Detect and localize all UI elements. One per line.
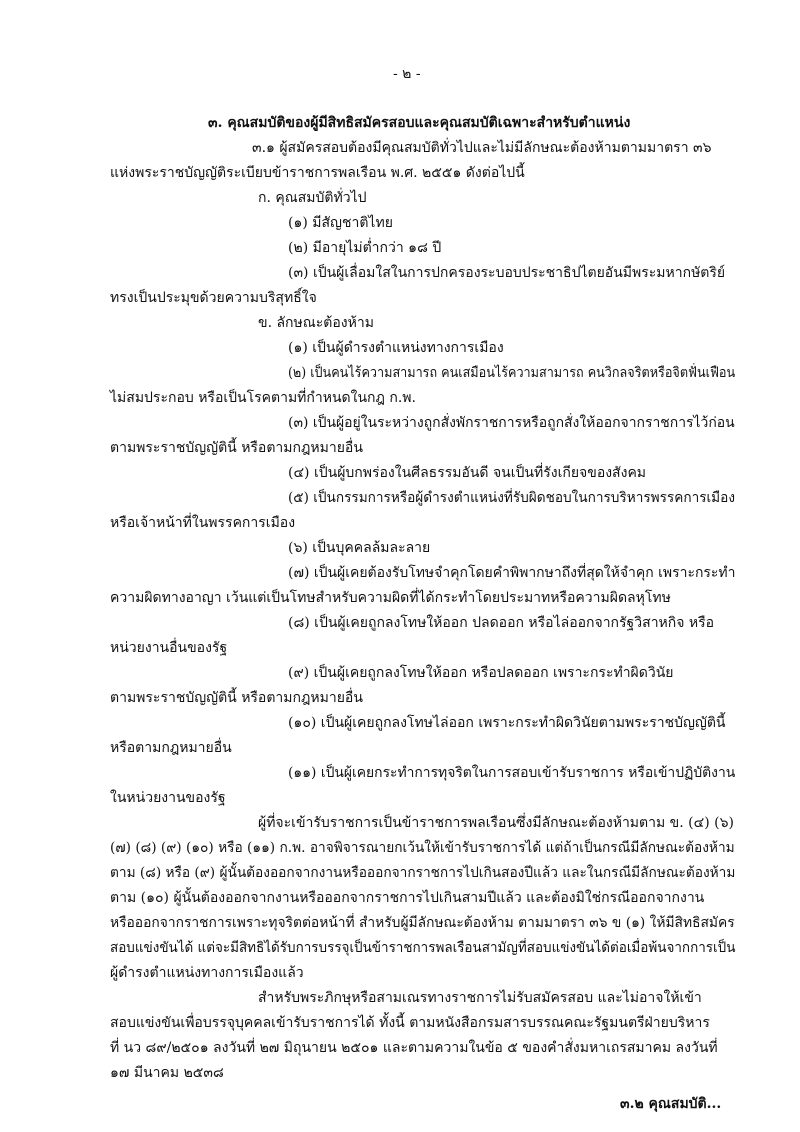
- subheading: ก. คุณสมบัติทั่วไป: [258, 190, 367, 206]
- body-line: (๒) มีอายุไม่ต่ำกว่า ๑๘ ปี: [288, 240, 442, 256]
- body-line: (๓) เป็นผู้เลื่อมใสในการปกครองระบอบประชาธิปไตยอันมีพระมหากษัตริย์: [288, 265, 726, 281]
- body-line: ตาม (๑๐) ผู้นั้นต้องออกจากงานหรือออกจากราชการไปเกินสามปีแล้ว และต้องมิใช่กรณีออกจากงาน: [110, 890, 705, 906]
- body-line: ๑๗ มีนาคม ๒๕๓๘: [110, 1065, 224, 1081]
- body-line: (๔) เป็นผู้บกพร่องในศีลธรรมอันดี จนเป็นที่รังเกียจของสังคม: [288, 465, 647, 481]
- body-line: (๕) เป็นกรรมการหรือผู้ดำรงตำแหน่งที่รับผิดชอบในการบริหารพรรคการเมือง: [288, 490, 735, 506]
- continuation-footer: ๓.๒ คุณสมบัติ...: [620, 1096, 722, 1112]
- body-line: หรือตามกฎหมายอื่น: [110, 740, 232, 756]
- body-line: หรือเจ้าหน้าที่ในพรรคการเมือง: [110, 515, 296, 531]
- body-line: (๓) เป็นผู้อยู่ในระหว่างถูกสั่งพักราชการหรือถูกสั่งให้ออกจากราชการไว้ก่อน: [288, 415, 735, 431]
- body-line: (๑๑) เป็นผู้เคยกระทำการทุจริตในการสอบเข้ารับราชการ หรือเข้าปฏิบัติงาน: [288, 765, 736, 781]
- body-line: ที่ นว ๘๙/๒๕๐๑ ลงวันที่ ๒๗ มิถุนายน ๒๕๐๑ และตามความในข้อ ๕ ของคำสั่งมหาเถรสมาคม ลงวันที่: [110, 1040, 718, 1056]
- body-line: (๒) เป็นคนไร้ความสามารถ คนเสมือนไร้ความสามารถ คนวิกลจริตหรือจิตฟั่นเฟือน: [288, 365, 736, 381]
- body-line: สำหรับพระภิกษุหรือสามเณรทางราชการไม่รับสมัครสอบ และไม่อาจให้เข้า: [258, 990, 702, 1006]
- body-line: ความผิดทางอาญา เว้นแต่เป็นโทษสำหรับความผิดที่ได้กระทำโดยประมาทหรือความผิดลหุโทษ: [110, 590, 671, 606]
- body-line: (๑) เป็นผู้ดำรงตำแหน่งทางการเมือง: [288, 340, 504, 356]
- body-line: หน่วยงานอื่นของรัฐ: [110, 640, 228, 656]
- body-line: ทรงเป็นประมุขด้วยความบริสุทธิ์ใจ: [110, 290, 317, 306]
- body-line: ๓.๑ ผู้สมัครสอบต้องมีคุณสมบัติทั่วไปและไม่มีลักษณะต้องห้ามตามมาตรา ๓๖: [252, 140, 712, 156]
- body-line: (๑๐) เป็นผู้เคยถูกลงโทษไล่ออก เพราะกระทำผิดวินัยตามพระราชบัญญัตินี้: [288, 715, 726, 731]
- body-line: แห่งพระราชบัญญัติระเบียบข้าราชการพลเรือน พ.ศ. ๒๕๕๑ ดังต่อไปนี้: [110, 165, 525, 181]
- body-line: (๗) เป็นผู้เคยต้องรับโทษจำคุกโดยคำพิพากษาถึงที่สุดให้จำคุก เพราะกระทำ: [288, 565, 736, 581]
- body-line: (๗) (๘) (๙) (๑๐) หรือ (๑๑) ก.พ. อาจพิจารณายกเว้นให้เข้ารับราชการได้ แต่ถ้าเป็นกรณีมีลักษณะต้องห้าม: [110, 840, 735, 856]
- body-line: ผู้ที่จะเข้ารับราชการเป็นข้าราชการพลเรือนซึ่งมีลักษณะต้องห้ามตาม ข. (๔) (๖): [258, 815, 734, 831]
- body-line: ไม่สมประกอบ หรือเป็นโรคตามที่กำหนดในกฎ ก.พ.: [110, 390, 416, 406]
- body-line: (๙) เป็นผู้เคยถูกลงโทษให้ออก หรือปลดออก เพราะกระทำผิดวินัย: [288, 665, 674, 681]
- body-line: ตามพระราชบัญญัตินี้ หรือตามกฎหมายอื่น: [110, 440, 363, 456]
- body-line: (๑) มีสัญชาติไทย: [288, 215, 393, 231]
- page-number: - ๒ -: [393, 66, 421, 82]
- body-line: (๖) เป็นบุคคลล้มละลาย: [288, 540, 431, 556]
- body-line: (๘) เป็นผู้เคยถูกลงโทษให้ออก ปลดออก หรือไล่ออกจากรัฐวิสาหกิจ หรือ: [288, 615, 715, 631]
- section-title: ๓. คุณสมบัติของผู้มีสิทธิสมัครสอบและคุณสมบัติเฉพาะสำหรับตำแหน่ง: [208, 115, 631, 131]
- body-line: สอบแข่งขันได้ แต่จะมีสิทธิได้รับการบรรจุเป็นข้าราชการพลเรือนสามัญที่สอบแข่งขันได้ต่อเมื่อพ้นจากการเป็น: [110, 940, 736, 956]
- body-line: ผู้ดำรงตำแหน่งทางการเมืองแล้ว: [110, 965, 304, 981]
- body-line: ในหน่วยงานของรัฐ: [110, 790, 226, 806]
- subheading: ข. ลักษณะต้องห้าม: [258, 315, 374, 331]
- body-line: ตาม (๘) หรือ (๙) ผู้นั้นต้องออกจากงานหรือออกจากราชการไปเกินสองปีแล้ว และในกรณีมีลักษณะต้องห้าม: [110, 865, 736, 881]
- body-line: สอบแข่งขันเพื่อบรรจุบุคคลเข้ารับราชการได้ ทั้งนี้ ตามหนังสือกรมสารบรรณคณะรัฐมนตรีฝ่ายบริหาร: [110, 1015, 710, 1031]
- body-line: หรือออกจากราชการเพราะทุจริตต่อหน้าที่ สำหรับผู้มีลักษณะต้องห้าม ตามมาตรา ๓๖ ข (๑) ให้มีสิทธิสมัคร: [110, 915, 735, 931]
- body-line: ตามพระราชบัญญัตินี้ หรือตามกฎหมายอื่น: [110, 690, 363, 706]
